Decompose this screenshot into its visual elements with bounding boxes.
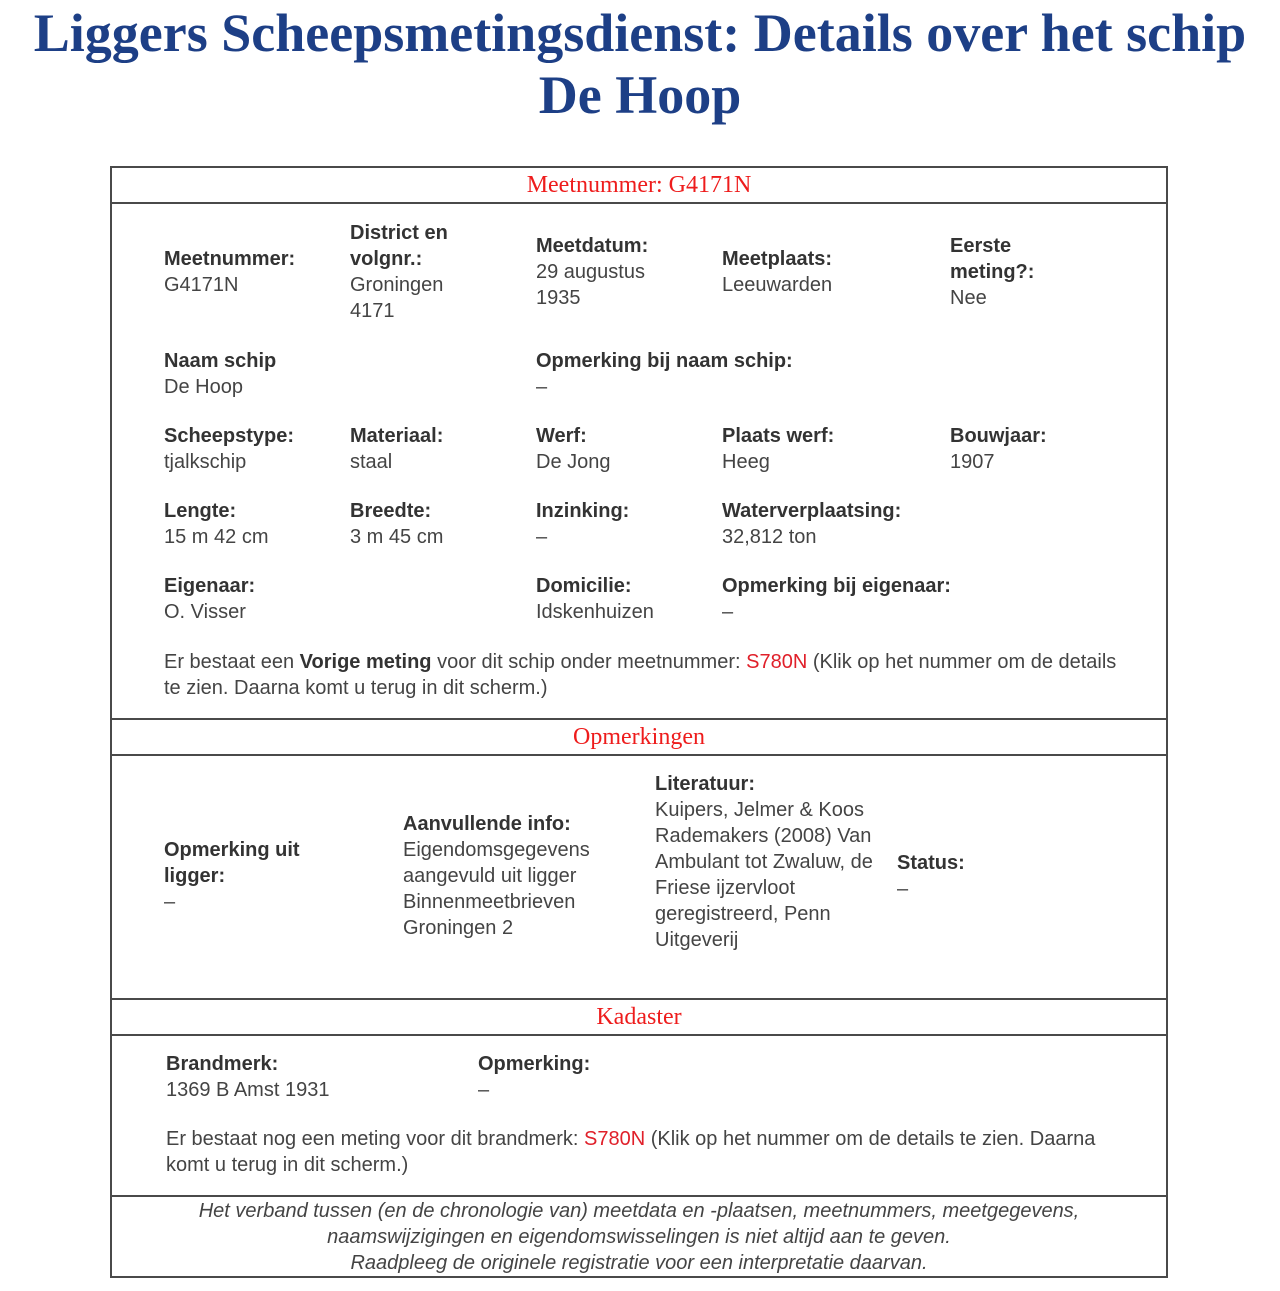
field-value: – (536, 376, 548, 398)
field-label: Opmerking: (478, 1053, 591, 1075)
note-bold: Vorige meting (299, 651, 432, 673)
field-label: Opmerking uit ligger: (164, 839, 300, 887)
field-value: 32,812 ton (722, 526, 817, 548)
note-text: Er bestaat nog een meting voor dit brandmerk: (166, 1128, 585, 1150)
field-scheepstype (164, 423, 344, 475)
field-label: Plaats werf: (722, 425, 835, 447)
field-domicilie (536, 573, 716, 625)
field-waterverplaatsing (722, 498, 982, 550)
field-value: tjalkschip (164, 451, 247, 473)
field-value: 3 m 45 cm (350, 526, 444, 548)
note-text: (Klik op het nummer om de details te zien. Daarna komt u terug in dit scherm.) (166, 1128, 1096, 1176)
field-label: Meetplaats: (722, 248, 833, 270)
field-label: Literatuur: (655, 773, 755, 795)
field-value: 15 m 42 cm (164, 526, 269, 548)
field-label: Status: (897, 852, 965, 874)
field-meetplaats (722, 246, 922, 298)
field-value: Leeuwarden (722, 274, 833, 296)
field-label: Materiaal: (350, 425, 444, 447)
field-label: Lengte: (164, 500, 237, 522)
field-literatuur (655, 771, 880, 953)
ship-details-card (110, 166, 1168, 1278)
note-text: voor dit schip onder meetnummer: (431, 651, 747, 673)
field-label: Breedte: (350, 500, 432, 522)
field-opmerking-naam (536, 348, 936, 400)
field-werf (536, 423, 706, 475)
field-value: staal (350, 451, 393, 473)
field-label: Meetnummer: (164, 248, 296, 270)
field-value: – (164, 891, 176, 913)
divider (112, 1195, 1166, 1197)
field-value: Groningen 4171 (350, 274, 444, 322)
field-meetnummer (164, 246, 334, 298)
note-text: Er bestaat een (164, 651, 300, 673)
field-label: Domicilie: (536, 575, 632, 597)
field-label: District en volgnr.: (350, 222, 448, 270)
field-naam-schip (164, 348, 464, 400)
field-label: Meetdatum: (536, 235, 649, 257)
brandmerk-meting-link[interactable]: S780N (584, 1128, 646, 1150)
field-value: – (722, 601, 734, 623)
field-opmerking-eigenaar (722, 573, 1022, 625)
field-plaats-werf (722, 423, 922, 475)
divider (112, 1034, 1166, 1036)
field-value: De Jong (536, 451, 611, 473)
field-label: Aanvullende info: (403, 813, 571, 835)
vorige-meting-link[interactable]: S780N (746, 651, 808, 673)
field-value: De Hoop (164, 376, 243, 398)
field-label: Waterverplaatsing: (722, 500, 902, 522)
field-value: Eigendomsgegevens aangevuld uit ligger Binnenmeetbrieven Groningen 2 (403, 839, 590, 939)
field-label: Inzinking: (536, 500, 630, 522)
field-eigenaar (164, 573, 464, 625)
field-value: 1369 B Amst 1931 (166, 1079, 330, 1101)
field-bouwjaar (950, 423, 1110, 475)
field-label: Brandmerk: (166, 1053, 279, 1075)
vorige-meting-note (164, 649, 1124, 701)
field-value: Heeg (722, 451, 770, 473)
field-district (350, 220, 490, 324)
field-eerste-meting (950, 233, 1070, 311)
field-label: Eerste meting?: (950, 235, 1035, 283)
field-value: – (897, 878, 909, 900)
field-value: – (478, 1079, 490, 1101)
field-lengte (164, 498, 344, 550)
divider (112, 754, 1166, 756)
field-label: Eigenaar: (164, 575, 256, 597)
field-breedte (350, 498, 520, 550)
field-value: 1907 (950, 451, 995, 473)
section-header-opmerkingen: Opmerkingen (573, 724, 705, 750)
brandmerk-note (166, 1126, 1126, 1178)
field-brandmerk (166, 1051, 426, 1103)
divider (112, 202, 1166, 204)
field-materiaal (350, 423, 520, 475)
field-label: Opmerking bij naam schip: (536, 350, 793, 372)
field-value: O. Visser (164, 601, 246, 623)
field-value: G4171N (164, 274, 239, 296)
field-label: Naam schip (164, 350, 277, 372)
field-inzinking (536, 498, 706, 550)
field-label: Werf: (536, 425, 587, 447)
disclaimer-line: naamswijzigingen en eigendomswisselingen is niet altijd aan te geven. (327, 1226, 951, 1248)
disclaimer-note (112, 1198, 1166, 1276)
field-label: Bouwjaar: (950, 425, 1047, 447)
section-header-kadaster: Kadaster (596, 1004, 682, 1030)
field-value: – (536, 526, 548, 548)
field-status (897, 850, 1047, 902)
note-text: (Klik op het nummer om de details te zien. Daarna komt u terug in dit scherm.) (164, 651, 1117, 699)
section-header-meetnummer: Meetnummer: G4171N (526, 172, 752, 198)
field-kadaster-opmerking (478, 1051, 738, 1103)
field-value: 29 augustus 1935 (536, 261, 645, 309)
field-label: Opmerking bij eigenaar: (722, 575, 951, 597)
disclaimer-line: Raadpleeg de originele registratie voor een interpretatie daarvan. (350, 1252, 928, 1274)
page-title: Liggers Scheepsmetingsdienst: Details over het schip De Hoop (33, 3, 1247, 125)
field-aanvullende-info (403, 811, 628, 941)
disclaimer-line: Het verband tussen (en de chronologie van) meetdata en -plaatsen, meetnummers, meetgegevens, (198, 1200, 1080, 1222)
field-meetdatum (536, 233, 686, 311)
field-value: Nee (950, 287, 987, 309)
field-opmerking-ligger (164, 837, 354, 915)
field-label: Scheepstype: (164, 425, 295, 447)
field-value: Kuipers, Jelmer & Koos Rademakers (2008) Van Ambulant tot Zwaluw, de Friese ijzervloot geregistreerd, Penn Uitgeverij (655, 799, 873, 951)
field-value: Idskenhuizen (536, 601, 654, 623)
